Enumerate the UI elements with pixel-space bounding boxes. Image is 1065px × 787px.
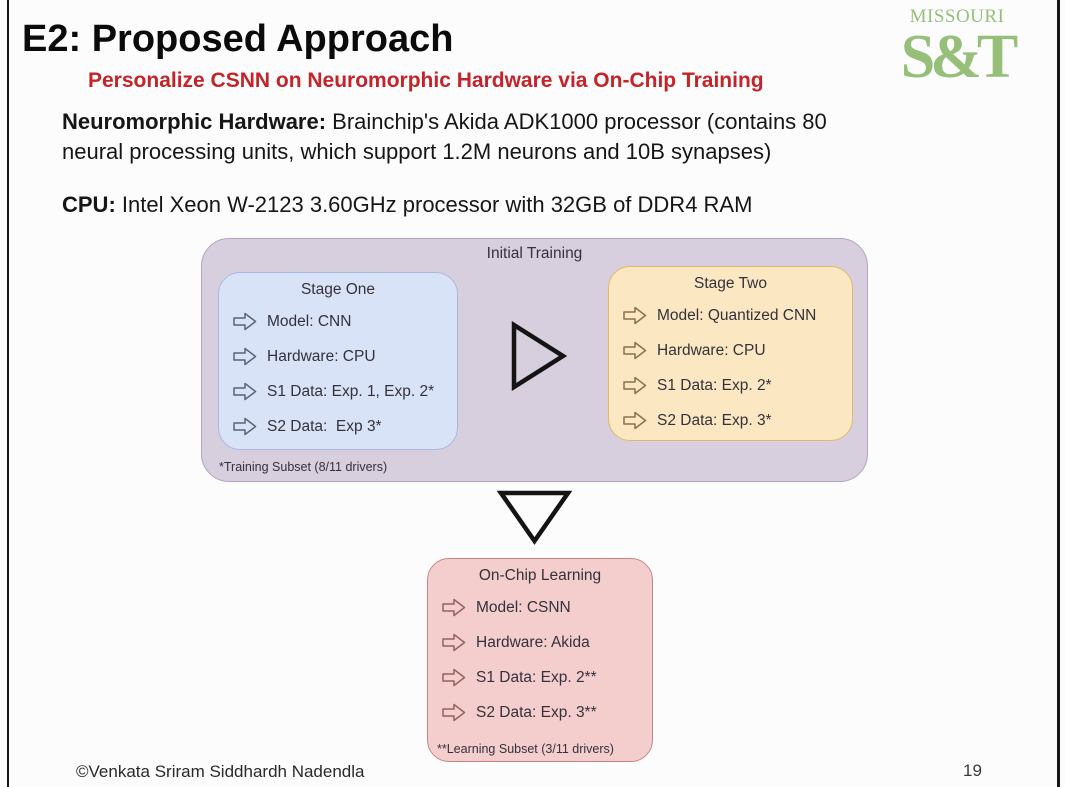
copyright-text: ©Venkata Sriram Siddhardh Nadendla (76, 762, 365, 781)
cpu-text: Intel Xeon W-2123 3.60GHz processor with 32GB of DDR4 RAM (115, 192, 753, 217)
list-item-label: Hardware: CPU (267, 347, 376, 365)
list-item (442, 703, 652, 722)
list-item-label: S1 Data: Exp. 2* (657, 376, 772, 394)
logo-monogram: S&T (900, 23, 1014, 91)
list-item-label: S1 Data: Exp. 2** (476, 668, 597, 686)
list-item (442, 668, 652, 687)
on-chip-learning-box (427, 558, 653, 762)
block-arrow-icon (623, 376, 647, 395)
list-item-label: S2 Data: Exp 3* (267, 417, 382, 435)
flow-arrow-right-icon (510, 321, 568, 391)
slide-subtitle: Personalize CSNN on Neuromorphic Hardware via On-Chip Training (88, 69, 764, 92)
list-item (623, 306, 852, 325)
list-item (623, 341, 852, 360)
stage-two-items (609, 293, 852, 430)
block-arrow-icon (233, 312, 257, 331)
block-arrow-icon (623, 411, 647, 430)
logo-wordmark: MISSOURI (909, 6, 1005, 27)
list-item (442, 633, 652, 652)
stage-one-box (218, 272, 458, 450)
hardware-text-line2: neural processing units, which support 1.2M neurons and 10B synapses) (62, 139, 772, 164)
page-number: 19 (963, 761, 982, 780)
list-item-label: S2 Data: Exp. 3* (657, 411, 772, 429)
block-arrow-icon (623, 341, 647, 360)
cpu-paragraph (62, 190, 992, 220)
block-arrow-icon (442, 633, 466, 652)
list-item (442, 598, 652, 617)
block-arrow-icon (623, 306, 647, 325)
block-arrow-icon (233, 417, 257, 436)
block-arrow-icon (442, 703, 466, 722)
list-item-label: S1 Data: Exp. 1, Exp. 2* (267, 382, 435, 400)
initial-training-box (201, 238, 868, 482)
training-subset-footnote: *Training Subset (8/11 drivers) (219, 460, 388, 474)
learning-subset-footnote: **Learning Subset (3/11 drivers) (437, 742, 614, 756)
stage-two-box (608, 266, 853, 441)
list-item (233, 382, 457, 401)
on-chip-learning-title: On-Chip Learning (478, 567, 602, 584)
list-item (233, 417, 457, 436)
cpu-label: CPU: (62, 192, 116, 217)
block-arrow-icon (442, 598, 466, 617)
missouri-st-logo (896, 6, 1018, 91)
list-item-label: Hardware: CPU (657, 341, 766, 359)
stage-one-items (219, 299, 457, 436)
list-item (233, 347, 457, 366)
list-item-label: Model: CSNN (476, 598, 571, 616)
list-item (623, 411, 852, 430)
hardware-paragraph (62, 107, 992, 167)
list-item-label: Model: Quantized CNN (657, 306, 817, 324)
frame-border-right (1057, 0, 1060, 787)
list-item (233, 312, 457, 331)
list-item-label: Hardware: Akida (476, 633, 590, 651)
frame-border-left (7, 0, 9, 787)
on-chip-learning-items (428, 585, 652, 722)
flow-arrow-down-icon (497, 489, 572, 546)
block-arrow-icon (442, 668, 466, 687)
stage-two-title: Stage Two (694, 275, 767, 292)
block-arrow-icon (233, 382, 257, 401)
hardware-label: Neuromorphic Hardware: (62, 109, 327, 134)
hardware-text-line1: Brainchip's Akida ADK1000 processor (contains 80 (326, 109, 827, 134)
stage-one-title: Stage One (300, 281, 376, 298)
list-item-label: Model: CNN (267, 312, 352, 330)
list-item-label: S2 Data: Exp. 3** (476, 703, 597, 721)
initial-training-label: Initial Training (486, 245, 583, 262)
slide-title: E2: Proposed Approach (22, 18, 454, 60)
block-arrow-icon (233, 347, 257, 366)
list-item (623, 376, 852, 395)
